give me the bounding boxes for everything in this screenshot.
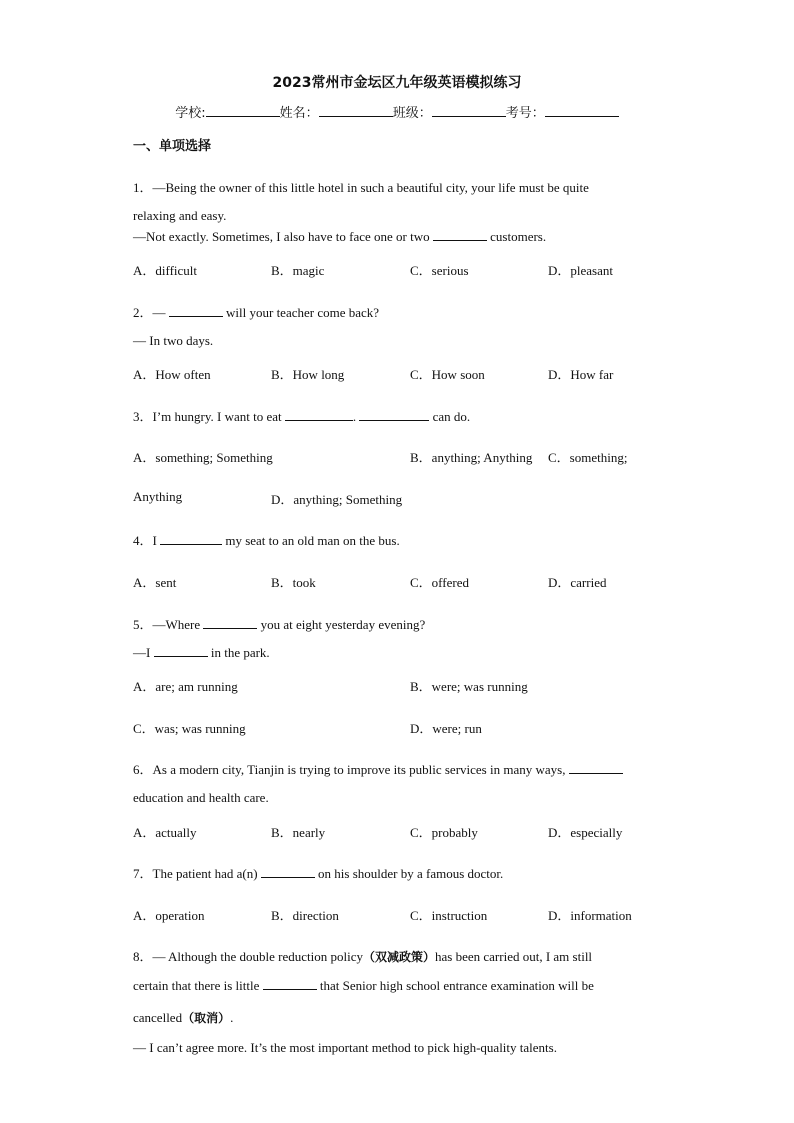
q2-stem-line1: 2．— will your teacher come back? (133, 305, 380, 320)
q6-option-a[interactable]: A．actually (133, 825, 197, 840)
q8-stem-line3: cancelled（取消）. (133, 1010, 234, 1025)
q2-answer-blank[interactable] (169, 305, 223, 317)
q2-option-a[interactable]: A．How often (133, 367, 211, 382)
q3-option-b[interactable]: B．anything; Anything (410, 450, 533, 465)
q1-option-b[interactable]: B．magic (271, 263, 325, 278)
q3-answer-blank-1[interactable] (285, 409, 353, 421)
q2-option-b[interactable]: B．How long (271, 367, 345, 382)
q4-option-d[interactable]: D．carried (548, 575, 607, 590)
q4-option-b[interactable]: B．took (271, 575, 316, 590)
q7-answer-blank[interactable] (261, 866, 315, 878)
q3-stem: 3．I’m hungry. I want to eat . can do. (133, 409, 471, 424)
q6-option-b[interactable]: B．nearly (271, 825, 326, 840)
q1-stem-line3: —Not exactly. Sometimes, I also have to face one or two customers. (133, 229, 547, 244)
q7-option-b[interactable]: B．direction (271, 908, 339, 923)
section-heading: 一、单项选择 (133, 139, 212, 154)
q1-stem-line1: 1．—Being the owner of this little hotel in such a beautiful city, your life must be quite (133, 180, 589, 195)
q7-option-a[interactable]: A．operation (133, 908, 205, 923)
q6-option-d[interactable]: D．especially (548, 825, 623, 840)
q7-stem: 7．The patient had a(n) on his shoulder by a famous doctor. (133, 866, 504, 881)
name-blank[interactable] (319, 104, 393, 117)
q2-stem-line2: — In two days. (133, 333, 214, 348)
q5-option-d[interactable]: D．were; run (410, 721, 482, 736)
q1-option-d[interactable]: D．pleasant (548, 263, 613, 278)
q3-option-a[interactable]: A．something; Something (133, 450, 273, 465)
q5-stem-line2: —I in the park. (133, 645, 270, 660)
q3-option-d[interactable]: D．anything; Something (271, 492, 403, 507)
q7-option-c[interactable]: C．instruction (410, 908, 488, 923)
q5-option-b[interactable]: B．were; was running (410, 679, 528, 694)
q5-option-a[interactable]: A．are; am running (133, 679, 238, 694)
q6-stem-line1: 6．As a modern city, Tianjin is trying to improve its public services in many ways, (133, 759, 623, 778)
q6-answer-blank[interactable] (569, 762, 623, 774)
number-blank[interactable] (545, 104, 619, 117)
q3-option-c-cont[interactable]: Anything (133, 489, 183, 504)
class-blank[interactable] (432, 104, 506, 117)
q8-stem-line4: — I can’t agree more. It’s the most important method to pick high-quality talents. (133, 1040, 557, 1055)
q4-option-c[interactable]: C．offered (410, 575, 469, 590)
class-label: 班级： (392, 106, 432, 121)
q6-option-c[interactable]: C．probably (410, 825, 478, 840)
q5-stem-line1: 5．—Where you at eight yesterday evening? (133, 617, 426, 632)
q8-answer-blank[interactable] (263, 978, 317, 990)
q4-option-a[interactable]: A．sent (133, 575, 177, 590)
q5-option-c[interactable]: C．was; was running (133, 721, 246, 736)
q1-stem-line2: relaxing and easy. (133, 208, 227, 223)
q8-stem-line1: 8．— Although the double reduction policy（双减政策）has been carried out, I am still (133, 949, 593, 964)
school-blank[interactable] (206, 104, 280, 117)
name-label: 姓名： (279, 106, 319, 121)
number-label: 考号： (505, 106, 545, 121)
q3-option-c[interactable]: C．something; (548, 450, 628, 465)
q6-stem-line2: education and health care. (133, 790, 269, 805)
school-label: 学校: (175, 106, 206, 121)
q2-option-c[interactable]: C．How soon (410, 367, 485, 382)
page-title: 2023常州市金坛区九年级英语模拟练习 (272, 75, 522, 91)
q1-option-a[interactable]: A．difficult (133, 263, 198, 278)
q5-answer-blank-2[interactable] (154, 645, 208, 657)
q3-answer-blank-2[interactable] (359, 409, 429, 421)
student-info-line (0, 102, 794, 121)
q5-answer-blank-1[interactable] (203, 617, 257, 629)
q4-stem: 4．I my seat to an old man on the bus. (133, 533, 400, 548)
q1-answer-blank[interactable] (433, 229, 487, 241)
q1-option-c[interactable]: C．serious (410, 263, 469, 278)
q8-stem-line2: certain that there is little that Senior high school entrance examination will be (133, 978, 594, 993)
q4-answer-blank[interactable] (160, 533, 222, 545)
q2-option-d[interactable]: D．How far (548, 367, 614, 382)
q7-option-d[interactable]: D．information (548, 908, 632, 923)
